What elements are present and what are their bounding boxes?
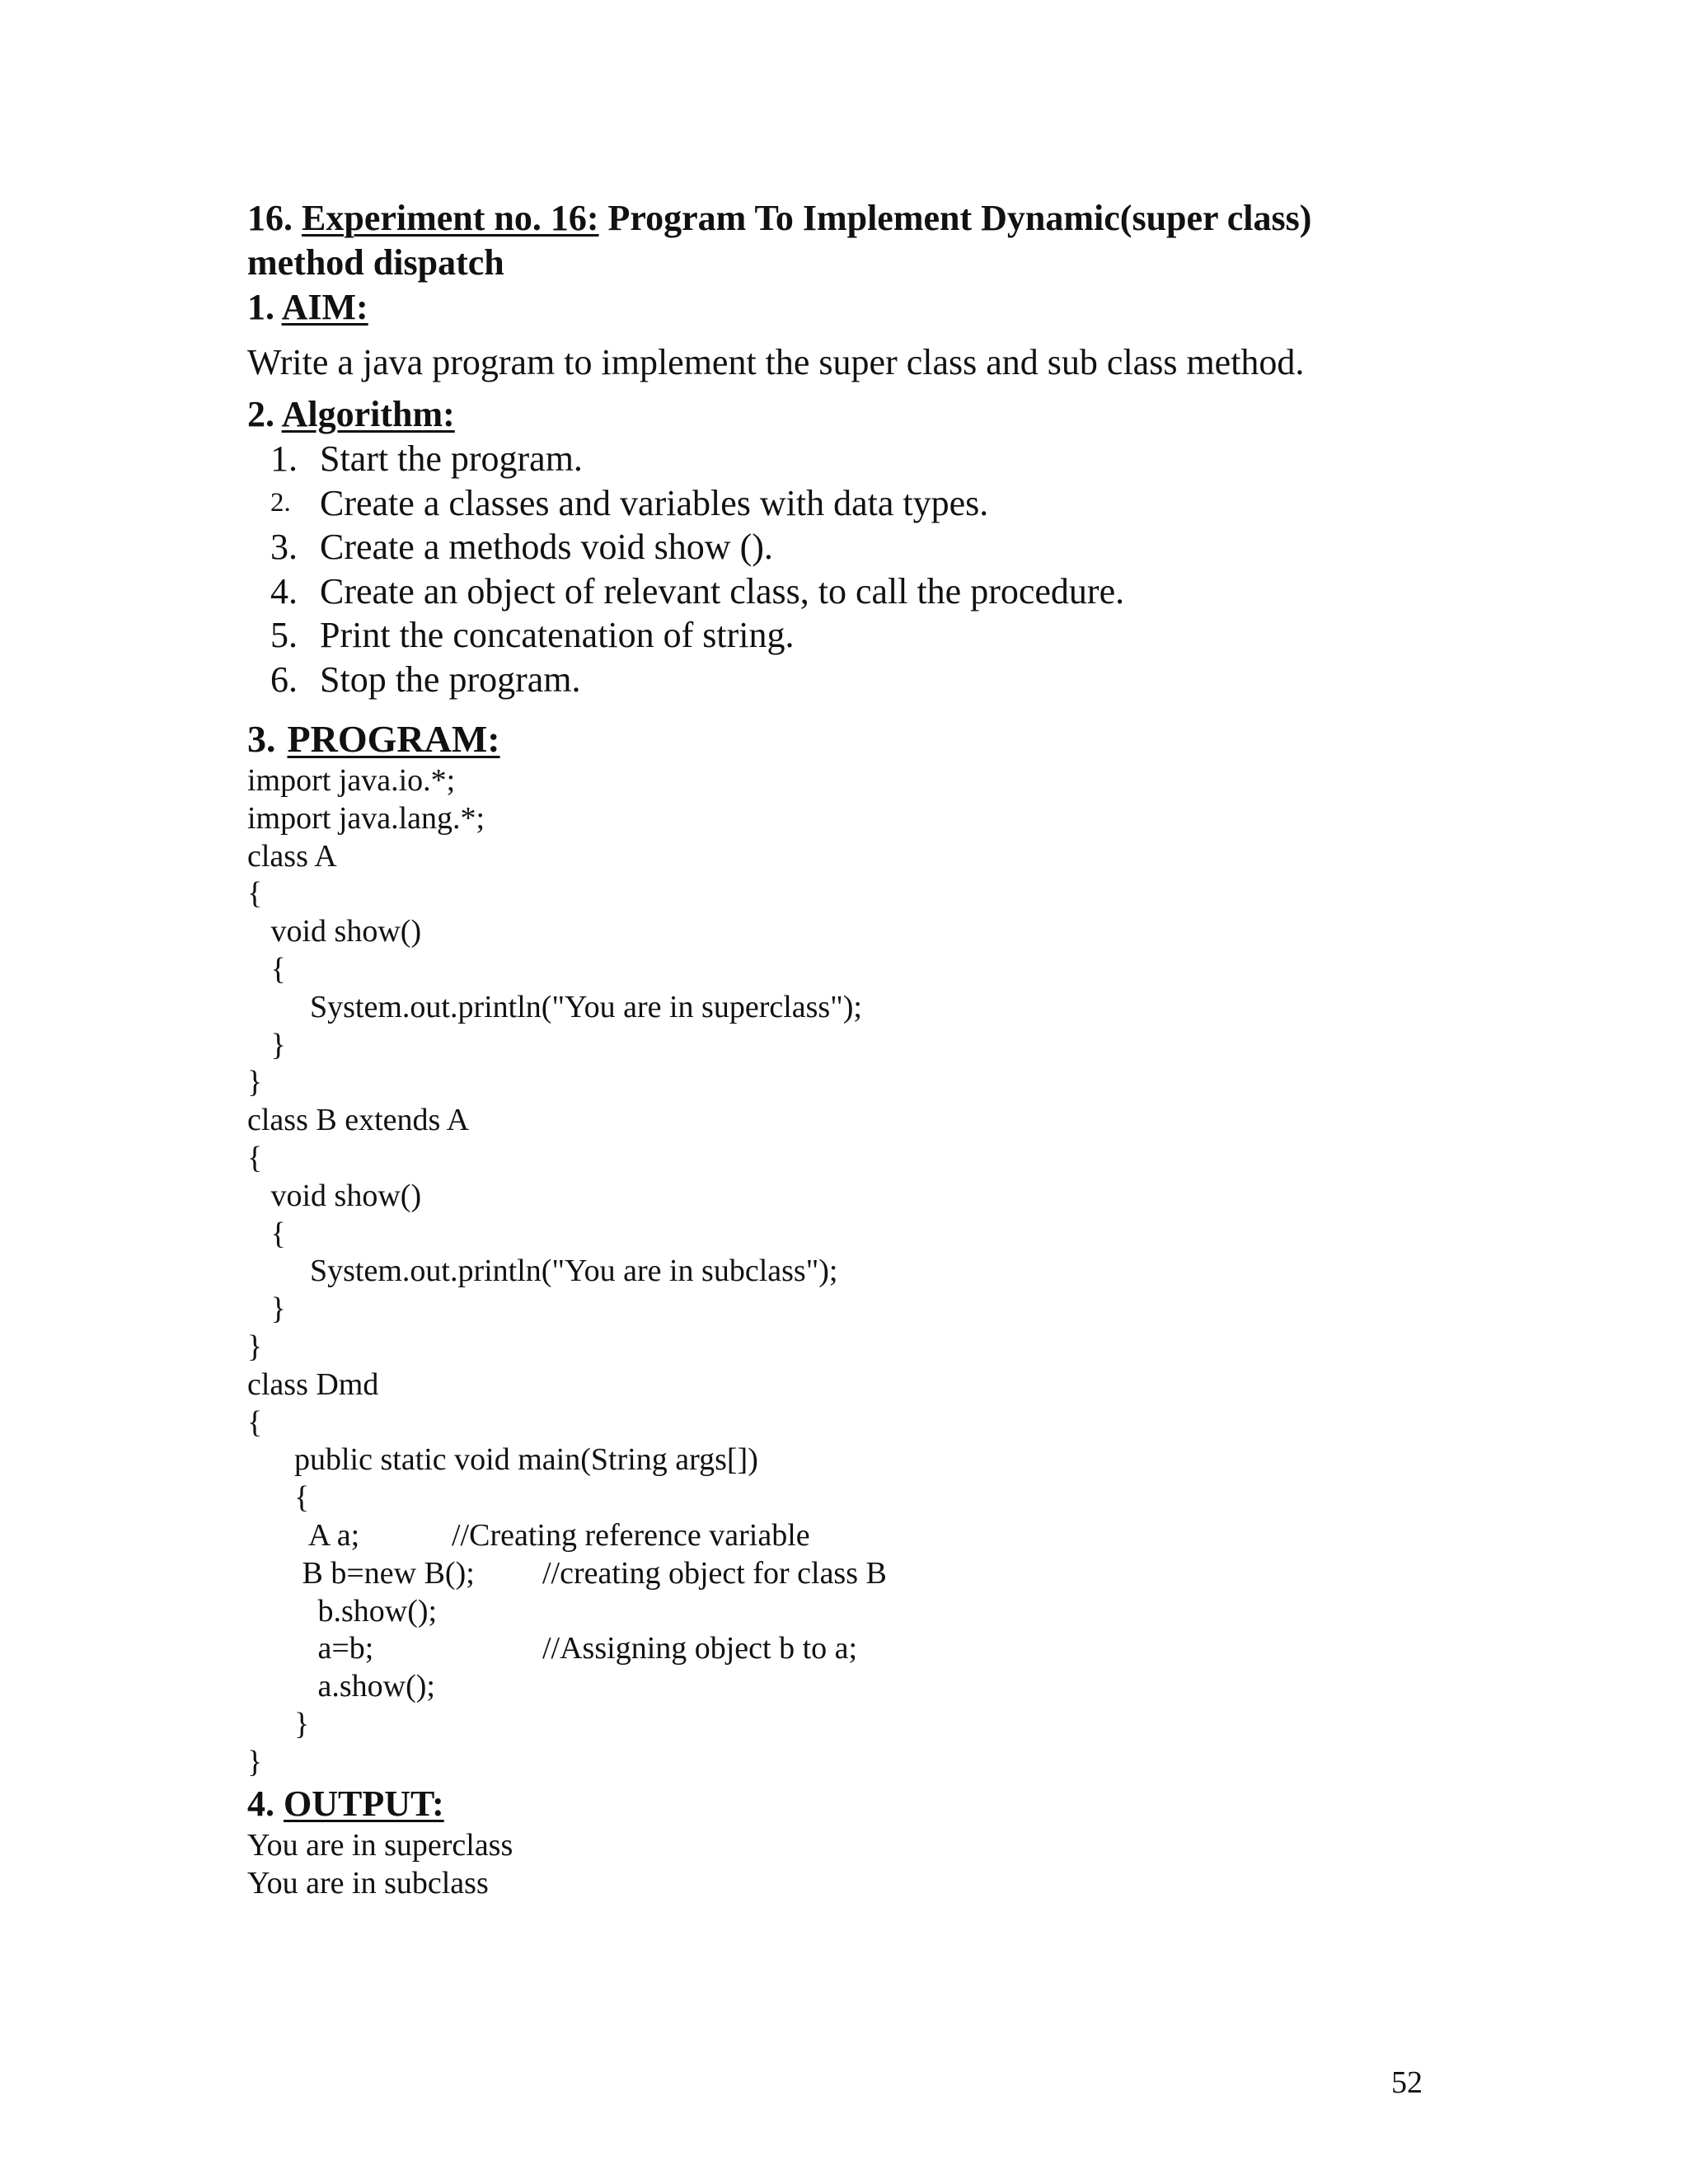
algorithm-step [270,613,1451,658]
page-number: 52 [1391,2065,1423,2100]
code-line-with-comment [247,1630,1451,1668]
step-number: 4. [270,570,298,612]
step-number: 5. [270,615,298,655]
code-line-with-comment [247,1555,1451,1593]
code-line: class Dmd [247,1366,379,1402]
step-text: Create a methods void show (). [320,527,773,567]
program-label: PROGRAM: [287,718,500,760]
step-text: Create a classes and variables with data types. [320,482,989,523]
algorithm-heading [247,392,1451,437]
step-text: Create an object of relevant class, to call the procedure. [320,570,1125,612]
code-text: B b=new B(); [247,1555,475,1591]
page-content [247,196,1451,1902]
code-line: { [247,1140,263,1175]
experiment-number: 16. [247,198,293,238]
code-comment: //Creating reference variable [452,1517,810,1553]
algorithm-label: Algorithm: [281,394,455,434]
code-line: { [247,876,263,912]
code-comment: //Assigning object b to a; [542,1631,858,1666]
algorithm-step [270,481,1451,526]
output-line: You are in superclass [247,1827,513,1863]
code-line: class A [247,838,337,874]
algorithm-step [270,525,1451,569]
algorithm-step [270,437,1451,481]
code-line-with-comment [247,1517,1451,1555]
step-text: Start the program. [320,438,583,479]
code-line: } [247,1329,263,1364]
algorithm-step [270,569,1451,614]
code-line: import java.io.*; [247,763,456,798]
code-line: } [247,1706,310,1741]
code-line: a.show(); [247,1669,435,1704]
code-line: System.out.println("You are in superclass"); [247,989,862,1024]
program-heading [247,716,1451,762]
aim-label: AIM: [281,287,368,327]
code-line: void show() [247,1178,422,1213]
code-text: A a; [247,1517,360,1553]
program-number: 3. [247,718,276,760]
code-line: } [247,1027,286,1062]
code-line: b.show(); [247,1593,438,1629]
code-line: public static void main(String args[]) [247,1442,758,1478]
code-line: } [247,1065,263,1100]
step-number: 3. [270,527,298,567]
algorithm-step [270,658,1451,702]
program-code [247,762,1451,1782]
experiment-title [247,196,1451,285]
step-text: Stop the program. [320,658,581,700]
code-line: { [247,951,286,987]
code-line: } [247,1291,286,1327]
output-number: 4. [247,1783,274,1824]
code-line: } [247,1744,263,1779]
aim-heading [247,285,1451,330]
aim-number: 1. [247,287,274,327]
code-line: System.out.println("You are in subclass"); [247,1254,838,1289]
output-lines [247,1826,1451,1902]
step-number: 1. [270,438,298,479]
code-comment: //creating object for class B [542,1555,887,1591]
code-line: void show() [247,914,422,949]
output-heading [247,1782,1451,1826]
code-line: import java.lang.*; [247,800,485,836]
output-line: You are in subclass [247,1865,489,1900]
step-number: 2. [270,487,291,518]
algorithm-number: 2. [247,394,274,434]
aim-text: Write a java program to implement the super class and sub class method. [247,342,1305,382]
output-label: OUTPUT: [284,1783,444,1824]
algorithm-steps [247,437,1451,701]
step-number: 6. [270,658,298,700]
code-line: { [247,1216,286,1251]
code-line: class B extends A [247,1103,470,1138]
experiment-title-line1: Program To Implement Dynamic(super class) [607,198,1312,238]
experiment-title-line2: method dispatch [247,242,504,283]
code-text: a=b; [247,1631,374,1666]
code-line: { [247,1404,263,1440]
experiment-label: Experiment no. 16: [302,198,599,238]
code-line: { [247,1480,310,1516]
step-text: Print the concatenation of string. [320,615,795,655]
